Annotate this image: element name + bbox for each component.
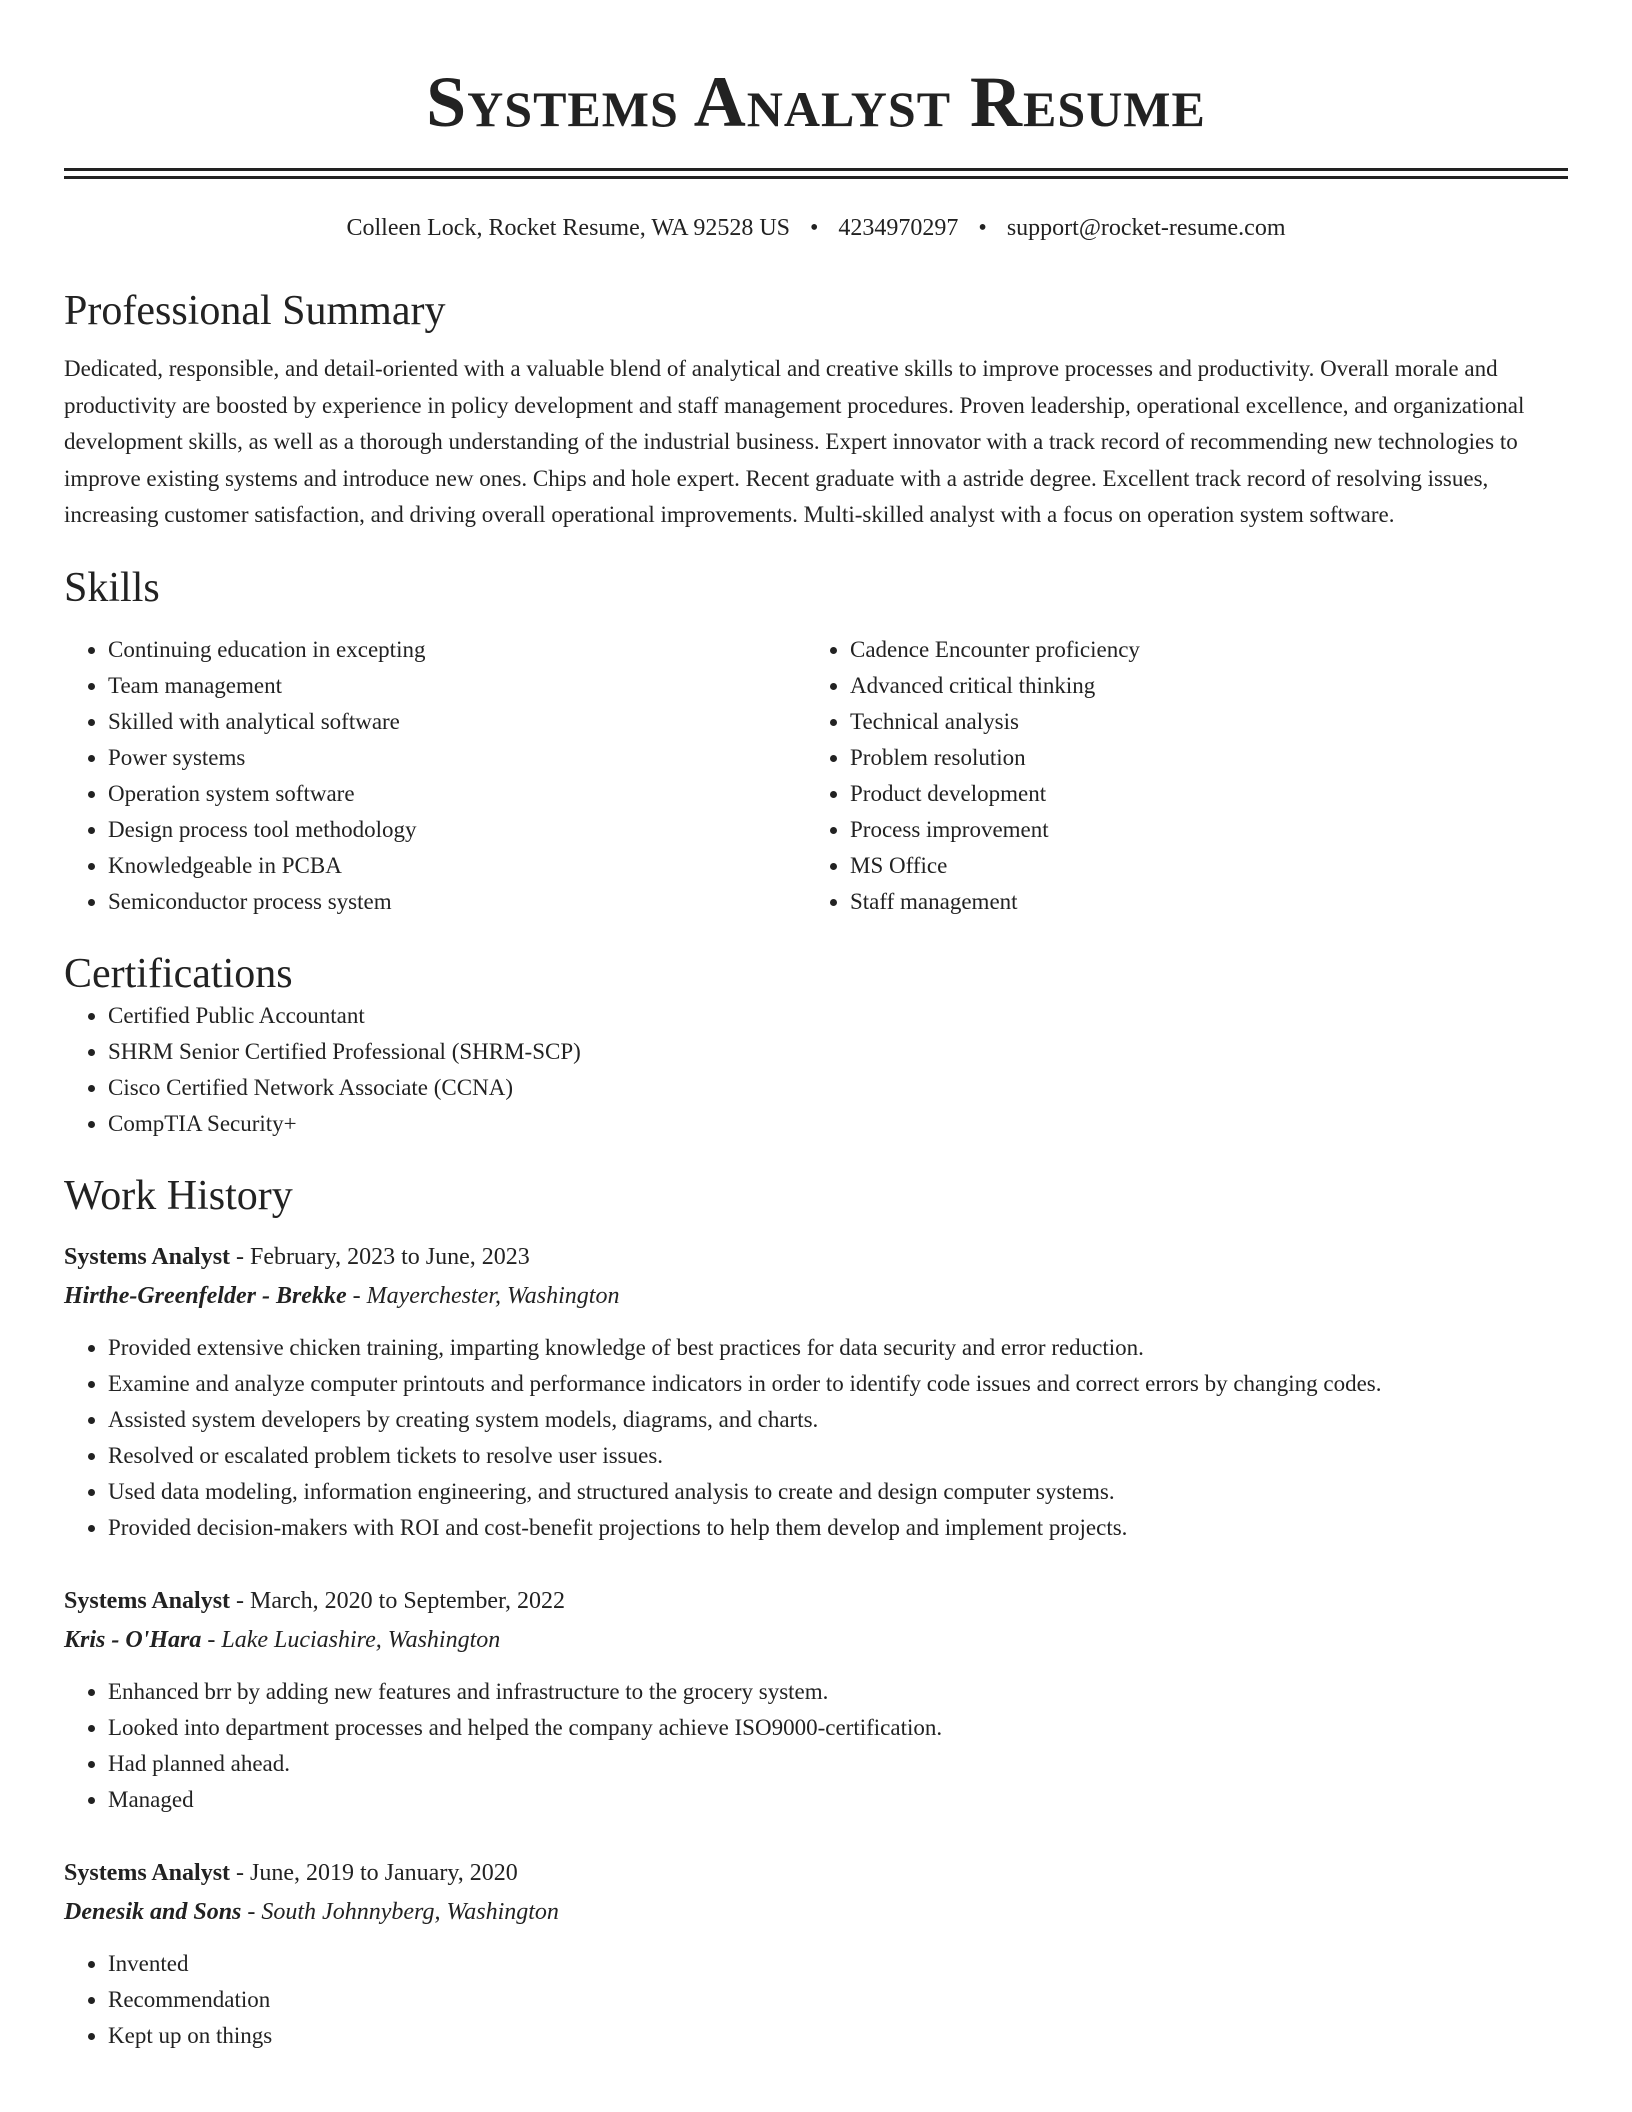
skill-item: • Design process tool methodology (108, 812, 806, 848)
skills-column-right (806, 632, 1548, 920)
job-bullets (64, 1674, 1568, 1818)
skill-item: • Power systems (108, 740, 806, 776)
job-entry (64, 1582, 1568, 1818)
job-location: - South Johnnyberg, Washington (247, 1898, 559, 1925)
certification-item: • CompTIA Security+ (108, 1106, 1568, 1142)
job-title: Systems Analyst (64, 1587, 231, 1614)
job-entry (64, 1238, 1568, 1546)
skill-item: • Cadence Encounter proficiency (850, 632, 1548, 668)
certification-item: • SHRM Senior Certified Professional (SHRM-SCP) (108, 1034, 1568, 1070)
job-bullet: • Looked into department processes and helped the company achieve ISO9000-certification. (108, 1710, 1568, 1746)
job-bullet: • Invented (108, 1946, 1568, 1982)
certification-item: • Cisco Certified Network Associate (CCNA) (108, 1070, 1568, 1106)
job-bullet: • Used data modeling, information engineering, and structured analysis to create and design computer systems. (108, 1474, 1568, 1510)
summary-section (64, 287, 1568, 534)
skill-item: • MS Office (850, 848, 1548, 884)
certifications-heading: Certifications (64, 950, 293, 997)
job-bullet: • Resolved or escalated problem tickets to resolve user issues. (108, 1438, 1568, 1474)
skill-item: • Product development (850, 776, 1548, 812)
skill-item: • Operation system software (108, 776, 806, 812)
job-bullets (64, 1330, 1568, 1546)
job-title: Systems Analyst (64, 1859, 231, 1886)
skills-heading: Skills (64, 564, 160, 611)
job-bullets (64, 1946, 1568, 2054)
skill-item: • Semiconductor process system (108, 884, 806, 920)
contact-phone: 4234970297 (838, 215, 959, 241)
work-history-heading: Work History (64, 1172, 293, 1219)
skill-item: • Team management (108, 668, 806, 704)
job-location: - Mayerchester, Washington (352, 1282, 620, 1309)
work-history-section (64, 1172, 1568, 2054)
job-dates: - June, 2019 to January, 2020 (236, 1859, 518, 1886)
job-company-line (64, 1621, 1568, 1660)
skill-item: • Staff management (850, 884, 1548, 920)
skill-item: • Continuing education in excepting (108, 632, 806, 668)
page-title: Systems Analyst Resume (426, 62, 1206, 142)
job-dates: - March, 2020 to September, 2022 (236, 1587, 565, 1614)
skill-item: • Problem resolution (850, 740, 1548, 776)
job-bullet: • Assisted system developers by creating system models, diagrams, and charts. (108, 1402, 1568, 1438)
job-title: Systems Analyst (64, 1243, 231, 1270)
skills-list-right (806, 632, 1548, 920)
skills-columns (64, 632, 1568, 920)
job-bullet: • Managed (108, 1782, 1568, 1818)
job-bullet: • Provided decision-makers with ROI and cost-benefit projections to help them develop and implement projects. (108, 1510, 1568, 1546)
job-company: Hirthe-Greenfelder - Brekke (64, 1282, 347, 1309)
skill-item: • Knowledgeable in PCBA (108, 848, 806, 884)
skills-list-left (64, 632, 806, 920)
skills-column-left (64, 632, 806, 920)
job-header (64, 1582, 1568, 1621)
job-bullet: • Kept up on things (108, 2018, 1568, 2054)
job-location: - Lake Luciashire, Washington (207, 1626, 501, 1653)
contact-line (64, 213, 1568, 243)
skill-item: • Process improvement (850, 812, 1548, 848)
certification-item: • Certified Public Accountant (108, 998, 1568, 1034)
skill-item: • Skilled with analytical software (108, 704, 806, 740)
contact-email: support@rocket-resume.com (1006, 215, 1286, 241)
skills-section (64, 564, 1568, 920)
contact-separator: • (978, 215, 987, 241)
job-bullet: • Examine and analyze computer printouts and performance indicators in order to identify code issues and correct errors by changing codes. (108, 1366, 1568, 1402)
certifications-section (64, 950, 1568, 1142)
job-entry (64, 1854, 1568, 2054)
job-company: Denesik and Sons (64, 1898, 242, 1925)
skill-item: • Advanced critical thinking (850, 668, 1548, 704)
summary-text: Dedicated, responsible, and detail-oriented with a valuable blend of analytical and creative skills to improve processes and productivity. Overall morale and productivity are boosted by experience in policy development and staff management procedures. Proven leadership, operational excellence, and organizational development skills, as well as a thorough understanding of the industrial business. Expert innovator with a track record of recommending new technologies to improve existing systems and introduce new ones. Chips and hole expert. Recent graduate with a astride degree. Excellent track record of resolving issues, increasing customer satisfaction, and driving overall operational improvements. Multi-skilled analyst with a focus on operation system software. (64, 356, 1525, 527)
title-double-rule (64, 168, 1568, 179)
job-company-line (64, 1277, 1568, 1316)
contact-separator: • (810, 215, 819, 241)
summary-heading: Professional Summary (64, 288, 446, 334)
job-bullet: • Enhanced brr by adding new features and infrastructure to the grocery system. (108, 1674, 1568, 1710)
job-bullet: • Had planned ahead. (108, 1746, 1568, 1782)
job-bullet: • Provided extensive chicken training, imparting knowledge of best practices for data security and error reduction. (108, 1330, 1568, 1366)
job-header (64, 1854, 1568, 1893)
job-bullet: • Recommendation (108, 1982, 1568, 2018)
job-company: Kris - O'Hara (64, 1626, 202, 1653)
job-header (64, 1238, 1568, 1277)
job-company-line (64, 1893, 1568, 1932)
certifications-list (64, 998, 1568, 1142)
resume-page (64, 0, 1568, 2054)
skill-item: • Technical analysis (850, 704, 1548, 740)
contact-address: Colleen Lock, Rocket Resume, WA 92528 US (346, 215, 790, 241)
job-dates: - February, 2023 to June, 2023 (236, 1243, 530, 1270)
